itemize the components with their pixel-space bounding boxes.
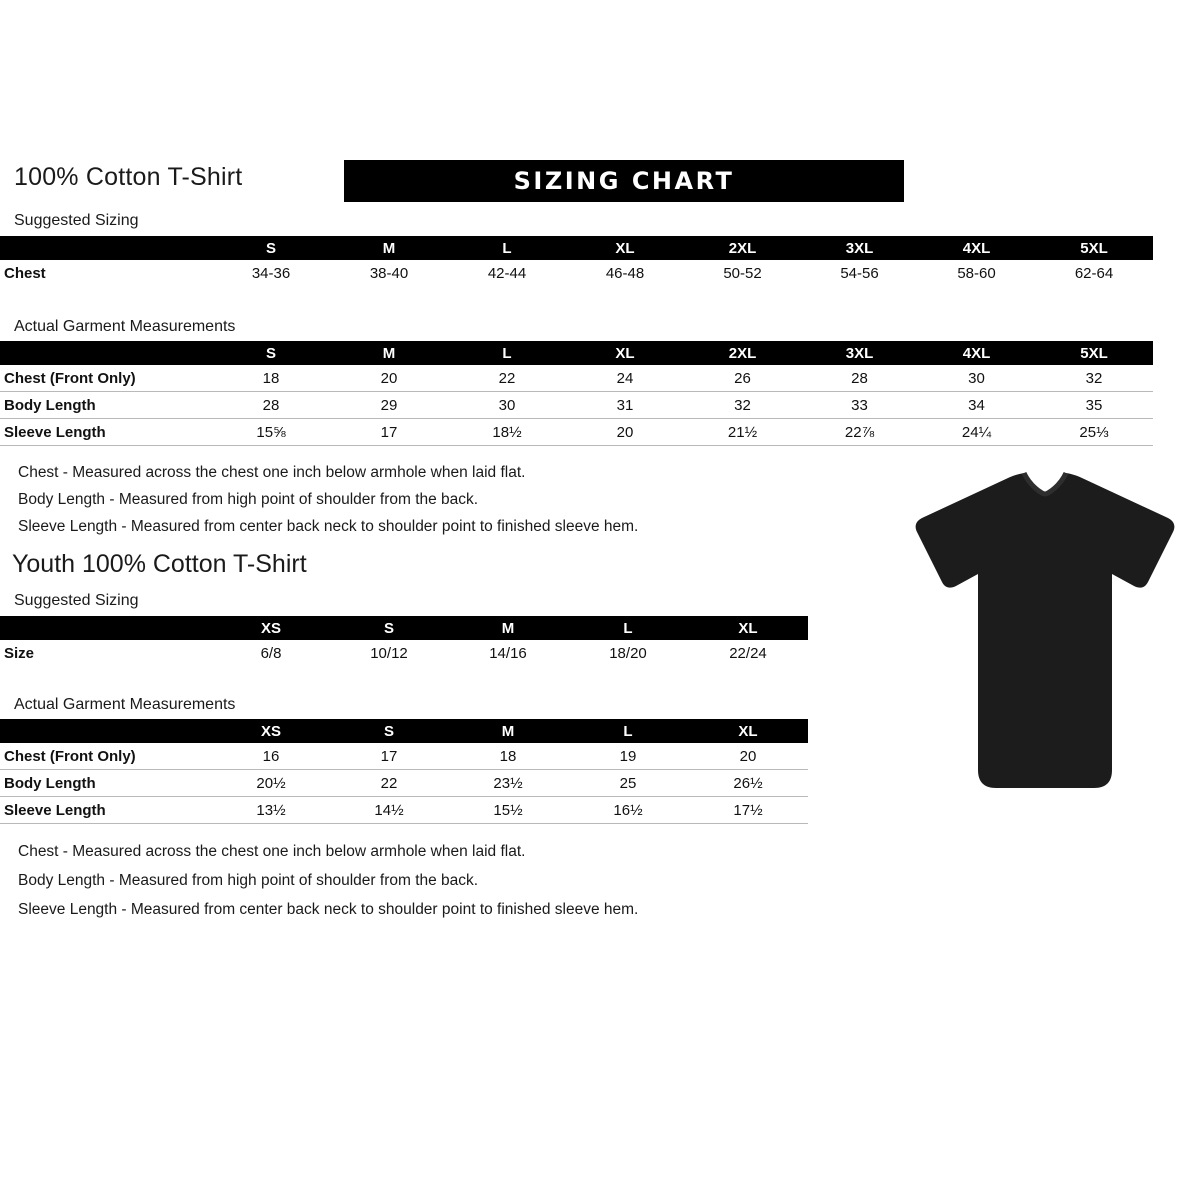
youth-section-title: Youth 100% Cotton T-Shirt bbox=[12, 550, 307, 578]
cell: 34-36 bbox=[251, 264, 291, 282]
t-shirt-illustration bbox=[900, 470, 1190, 810]
cell: 18½ bbox=[448, 419, 566, 446]
table-header-row bbox=[0, 616, 808, 640]
cell: 22 bbox=[330, 770, 448, 797]
col-head-blank bbox=[0, 236, 212, 260]
table-header-row bbox=[0, 719, 808, 743]
col-head-s: S bbox=[330, 719, 448, 743]
youth-note-chest: Chest - Measured across the chest one inch below armhole when laid flat. bbox=[18, 843, 526, 860]
cell: 17½ bbox=[688, 797, 808, 824]
row-label-body-length: Body Length bbox=[0, 392, 212, 419]
col-head-xl: XL bbox=[566, 341, 684, 365]
cell: 50-52 bbox=[723, 264, 762, 282]
col-head-2xl: 2XL bbox=[684, 341, 801, 365]
col-head-2xl: 2XL bbox=[684, 236, 801, 260]
cell: 26 bbox=[684, 365, 801, 392]
header bbox=[14, 160, 904, 202]
adult-note-body-length: Body Length - Measured from high point of shoulder from the back. bbox=[18, 491, 479, 508]
cell: 32 bbox=[1035, 365, 1153, 392]
col-head-blank bbox=[0, 719, 212, 743]
cell: 22/24 bbox=[729, 644, 767, 662]
col-head-xl: XL bbox=[688, 616, 808, 640]
cell: 30 bbox=[448, 392, 566, 419]
cell: 38-40 bbox=[369, 264, 409, 282]
cell: 20½ bbox=[212, 770, 330, 797]
col-head-s: S bbox=[330, 616, 448, 640]
adult-suggested-label: Suggested Sizing bbox=[14, 212, 139, 229]
col-head-xs: XS bbox=[212, 616, 330, 640]
cell: 13½ bbox=[212, 797, 330, 824]
col-head-m: M bbox=[330, 341, 448, 365]
row-label-size: Size bbox=[4, 644, 35, 662]
cell: 30 bbox=[918, 365, 1035, 392]
cell: 14½ bbox=[330, 797, 448, 824]
col-head-m: M bbox=[330, 236, 448, 260]
cell: 25⅓ bbox=[1035, 419, 1153, 446]
cell: 25 bbox=[568, 770, 688, 797]
cell: 16 bbox=[212, 743, 330, 770]
row-label-sleeve-length: Sleeve Length bbox=[0, 419, 212, 446]
table-row bbox=[0, 260, 1153, 286]
youth-actual-label: Actual Garment Measurements bbox=[14, 696, 236, 713]
cell: 22⅞ bbox=[801, 419, 918, 446]
col-head-m: M bbox=[448, 616, 568, 640]
adult-suggested-table bbox=[0, 236, 1153, 286]
col-head-3xl: 3XL bbox=[801, 236, 918, 260]
adult-note-sleeve-length: Sleeve Length - Measured from center back neck to shoulder point to finished sleeve hem. bbox=[18, 518, 639, 535]
cell: 62-64 bbox=[1074, 264, 1114, 282]
banner-label: SIZING CHART bbox=[513, 167, 735, 195]
cell: 22 bbox=[448, 365, 566, 392]
table-row bbox=[0, 365, 1153, 392]
cell: 21½ bbox=[684, 419, 801, 446]
cell: 54-56 bbox=[840, 264, 879, 282]
cell: 26½ bbox=[688, 770, 808, 797]
youth-suggested-label: Suggested Sizing bbox=[14, 592, 139, 609]
cell: 20 bbox=[566, 419, 684, 446]
adult-actual-table bbox=[0, 341, 1153, 446]
row-label-body-length: Body Length bbox=[0, 770, 212, 797]
table-row bbox=[0, 797, 808, 824]
cell: 58-60 bbox=[957, 264, 996, 282]
col-head-xl: XL bbox=[566, 236, 684, 260]
col-head-l: L bbox=[448, 341, 566, 365]
cell: 19 bbox=[568, 743, 688, 770]
table-row bbox=[0, 743, 808, 770]
cell: 28 bbox=[212, 392, 330, 419]
col-head-m: M bbox=[448, 719, 568, 743]
col-head-xs: XS bbox=[212, 719, 330, 743]
col-head-l: L bbox=[568, 719, 688, 743]
col-head-5xl: 5XL bbox=[1035, 236, 1153, 260]
col-head-blank bbox=[0, 616, 212, 640]
cell: 29 bbox=[330, 392, 448, 419]
cell: 46-48 bbox=[605, 264, 645, 282]
youth-note-body-length: Body Length - Measured from high point of shoulder from the back. bbox=[18, 872, 479, 889]
cell: 24 bbox=[566, 365, 684, 392]
cell: 34 bbox=[918, 392, 1035, 419]
col-head-blank bbox=[0, 341, 212, 365]
youth-suggested-table bbox=[0, 616, 808, 666]
cell: 23½ bbox=[448, 770, 568, 797]
cell: 15⅝ bbox=[212, 419, 330, 446]
table-header-row bbox=[0, 341, 1153, 365]
col-head-s: S bbox=[212, 236, 330, 260]
cell: 32 bbox=[684, 392, 801, 419]
sizing-chart-banner bbox=[344, 160, 904, 202]
col-head-4xl: 4XL bbox=[918, 236, 1035, 260]
col-head-s: S bbox=[212, 341, 330, 365]
cell: 31 bbox=[566, 392, 684, 419]
cell: 35 bbox=[1035, 392, 1153, 419]
row-label-sleeve-length: Sleeve Length bbox=[0, 797, 212, 824]
page-title: 100% Cotton T-Shirt bbox=[14, 163, 243, 191]
col-head-l: L bbox=[568, 616, 688, 640]
cell: 42-44 bbox=[487, 264, 527, 282]
cell: 14/16 bbox=[489, 644, 527, 662]
cell: 20 bbox=[330, 365, 448, 392]
table-row bbox=[0, 770, 808, 797]
adult-note-chest: Chest - Measured across the chest one inch below armhole when laid flat. bbox=[18, 464, 526, 481]
col-head-4xl: 4XL bbox=[918, 341, 1035, 365]
youth-actual-table bbox=[0, 719, 808, 824]
table-row bbox=[0, 419, 1153, 446]
cell: 10/12 bbox=[370, 644, 408, 662]
youth-note-sleeve-length: Sleeve Length - Measured from center back neck to shoulder point to finished sleeve hem. bbox=[18, 901, 639, 918]
cell: 17 bbox=[330, 743, 448, 770]
cell: 15½ bbox=[448, 797, 568, 824]
cell: 28 bbox=[801, 365, 918, 392]
cell: 18 bbox=[212, 365, 330, 392]
row-label-chest-front-only: Chest (Front Only) bbox=[0, 743, 212, 770]
cell: 20 bbox=[688, 743, 808, 770]
col-head-xl: XL bbox=[688, 719, 808, 743]
cell: 18 bbox=[448, 743, 568, 770]
col-head-5xl: 5XL bbox=[1035, 341, 1153, 365]
table-row bbox=[0, 640, 808, 666]
cell: 24¼ bbox=[918, 419, 1035, 446]
adult-actual-label: Actual Garment Measurements bbox=[14, 318, 236, 335]
table-row bbox=[0, 392, 1153, 419]
cell: 16½ bbox=[568, 797, 688, 824]
row-label-chest-front-only: Chest (Front Only) bbox=[0, 365, 212, 392]
col-head-l: L bbox=[448, 236, 566, 260]
col-head-3xl: 3XL bbox=[801, 341, 918, 365]
cell: 17 bbox=[330, 419, 448, 446]
table-header-row bbox=[0, 236, 1153, 260]
cell: 18/20 bbox=[609, 644, 647, 662]
row-label-chest: Chest bbox=[4, 264, 46, 282]
cell: 33 bbox=[801, 392, 918, 419]
cell: 6/8 bbox=[260, 644, 282, 662]
